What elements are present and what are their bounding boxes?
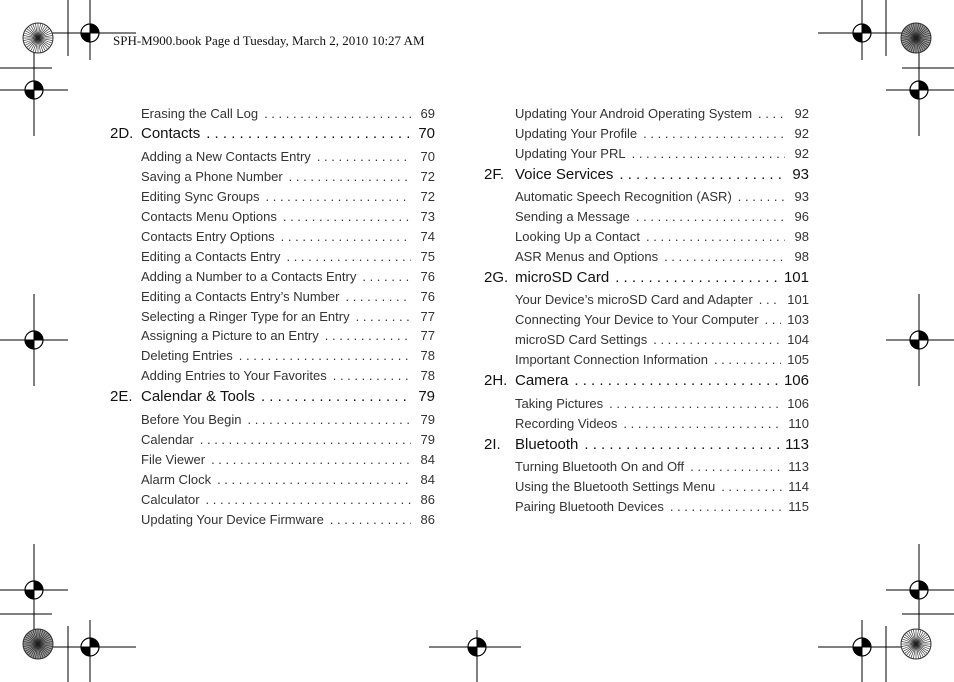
page-number: 103 <box>787 312 809 327</box>
section-number: 2I. <box>484 436 501 453</box>
dot-leader <box>283 209 411 224</box>
dot-leader <box>261 388 411 405</box>
page-number: 77 <box>420 309 435 324</box>
page-number: 77 <box>420 328 435 343</box>
starburst-mark <box>23 23 53 53</box>
starburst-mark <box>23 629 53 659</box>
toc-entry <box>110 189 435 204</box>
dot-leader <box>623 416 782 431</box>
page-number: 69 <box>420 106 435 121</box>
entry-title: Contacts Menu Options <box>141 209 277 224</box>
entry-title: Assigning a Picture to an Entry <box>141 328 319 343</box>
page-number: 84 <box>420 472 435 487</box>
dot-leader <box>721 479 782 494</box>
toc-entry <box>484 292 809 307</box>
toc-entry <box>484 189 809 204</box>
dot-leader <box>632 146 785 161</box>
print-header: SPH-M900.book Page d Tuesday, March 2, 2010 10:27 AM <box>113 33 425 48</box>
toc-entry <box>110 309 435 324</box>
entry-title: microSD Card <box>515 269 610 286</box>
entry-title: Updating Your Profile <box>515 126 638 141</box>
entry-title: Contacts Entry Options <box>141 229 275 244</box>
page-number: 98 <box>794 229 809 244</box>
page-number: 106 <box>783 372 809 389</box>
entry-title: Taking Pictures <box>515 396 604 411</box>
page-number: 72 <box>420 169 435 184</box>
dot-leader <box>325 328 411 343</box>
page-number: 101 <box>783 269 809 286</box>
entry-title: Recording Videos <box>515 416 618 431</box>
toc-entry <box>484 396 809 411</box>
section-number: 2G. <box>484 269 509 286</box>
toc-entry <box>110 269 435 284</box>
entry-title: Camera <box>515 372 569 389</box>
dot-leader <box>206 125 411 142</box>
entry-title: Automatic Speech Recognition (ASR) <box>515 189 732 204</box>
toc-entry <box>110 368 435 383</box>
entry-title: Deleting Entries <box>141 348 233 363</box>
page-number: 92 <box>794 126 809 141</box>
toc-entry <box>484 126 809 141</box>
dot-leader <box>317 149 411 164</box>
toc-entry <box>484 249 809 264</box>
toc-entry <box>110 348 435 363</box>
toc-entry <box>110 472 435 487</box>
dot-leader <box>333 368 411 383</box>
page-number: 105 <box>787 352 809 367</box>
dot-leader <box>574 372 778 389</box>
entry-title: Editing a Contacts Entry’s Number <box>141 289 340 304</box>
toc-section-heading <box>484 166 809 183</box>
dot-leader <box>619 166 785 183</box>
dot-leader <box>330 512 411 527</box>
page-number: 113 <box>785 436 809 453</box>
dot-leader <box>765 312 782 327</box>
page-number: 92 <box>794 106 809 121</box>
entry-title: Saving a Phone Number <box>141 169 283 184</box>
toc-entry <box>484 499 809 514</box>
entry-title: Contacts <box>141 125 201 142</box>
page-number: 79 <box>420 412 435 427</box>
dot-leader <box>266 189 411 204</box>
entry-title: Calculator <box>141 492 200 507</box>
dot-leader <box>200 432 411 447</box>
toc-entry <box>110 328 435 343</box>
dot-leader <box>264 106 411 121</box>
dot-leader <box>247 412 411 427</box>
dot-leader <box>239 348 411 363</box>
starburst-mark <box>901 629 931 659</box>
dot-leader <box>758 106 785 121</box>
toc-entry <box>484 479 809 494</box>
dot-leader <box>653 332 781 347</box>
dot-leader <box>281 229 411 244</box>
page-number: 79 <box>420 432 435 447</box>
entry-title: Calendar <box>141 432 194 447</box>
entry-title: File Viewer <box>141 452 206 467</box>
entry-title: Your Device’s microSD Card and Adapter <box>515 292 753 307</box>
entry-title: Alarm Clock <box>141 472 212 487</box>
entry-title: Erasing the Call Log <box>141 106 259 121</box>
page-number: 70 <box>420 149 435 164</box>
toc-entry <box>484 312 809 327</box>
section-number: 2E. <box>110 388 133 405</box>
toc-entry <box>110 249 435 264</box>
page-number: 96 <box>794 209 809 224</box>
toc-entry <box>110 169 435 184</box>
page-number: 70 <box>418 125 435 142</box>
dot-leader <box>345 289 411 304</box>
toc-entry <box>484 229 809 244</box>
page-number: 79 <box>418 388 435 405</box>
entry-title: Using the Bluetooth Settings Menu <box>515 479 716 494</box>
page-number: 115 <box>788 499 809 514</box>
dot-leader <box>584 436 779 453</box>
dot-leader <box>615 269 778 286</box>
dot-leader <box>759 292 782 307</box>
entry-title: Updating Your Android Operating System <box>515 106 753 121</box>
entry-title: Editing Sync Groups <box>141 189 260 204</box>
section-number: 2D. <box>110 125 134 142</box>
entry-title: Voice Services <box>515 166 614 183</box>
dot-leader <box>211 452 411 467</box>
page-number: 76 <box>420 289 435 304</box>
toc-section-heading <box>110 125 435 142</box>
page-number: 86 <box>420 512 435 527</box>
entry-title: ASR Menus and Options <box>515 249 659 264</box>
entry-title: Selecting a Ringer Type for an Entry <box>141 309 350 324</box>
dot-leader <box>664 249 785 264</box>
dot-leader <box>643 126 785 141</box>
toc-entry <box>110 229 435 244</box>
entry-title: Adding Entries to Your Favorites <box>141 368 327 383</box>
toc-entry <box>484 416 809 431</box>
entry-title: Pairing Bluetooth Devices <box>515 499 664 514</box>
entry-title: Turning Bluetooth On and Off <box>515 459 685 474</box>
toc-entry <box>110 512 435 527</box>
toc-section-heading <box>484 372 809 389</box>
page-number: 78 <box>420 368 435 383</box>
dot-leader <box>636 209 785 224</box>
toc-entry <box>484 106 809 121</box>
dot-leader <box>714 352 781 367</box>
page-number: 113 <box>788 459 809 474</box>
entry-title: Adding a New Contacts Entry <box>141 149 311 164</box>
entry-title: Connecting Your Device to Your Computer <box>515 312 759 327</box>
entry-title: Updating Your Device Firmware <box>141 512 324 527</box>
dot-leader <box>690 459 782 474</box>
entry-title: Looking Up a Contact <box>515 229 641 244</box>
page-number: 76 <box>420 269 435 284</box>
toc-entry <box>484 146 809 161</box>
entry-title: Before You Begin <box>141 412 242 427</box>
dot-leader <box>206 492 411 507</box>
toc-entry <box>110 106 435 121</box>
dot-leader <box>356 309 411 324</box>
page-number: 101 <box>787 292 809 307</box>
toc-entry <box>484 332 809 347</box>
page-number: 72 <box>420 189 435 204</box>
section-number: 2F. <box>484 166 505 183</box>
entry-title: Editing a Contacts Entry <box>141 249 281 264</box>
page-number: 114 <box>788 479 809 494</box>
toc-entry <box>110 452 435 467</box>
entry-title: Calendar & Tools <box>141 388 255 405</box>
page-number: 75 <box>420 249 435 264</box>
toc-entry <box>110 289 435 304</box>
page-number: 78 <box>420 348 435 363</box>
entry-title: microSD Card Settings <box>515 332 648 347</box>
toc-entry <box>110 412 435 427</box>
entry-title: Updating Your PRL <box>515 146 626 161</box>
starburst-mark <box>901 23 931 53</box>
dot-leader <box>362 269 411 284</box>
toc-entry <box>484 459 809 474</box>
dot-leader <box>646 229 785 244</box>
page-number: 84 <box>420 452 435 467</box>
entry-title: Bluetooth <box>515 436 579 453</box>
page-number: 73 <box>420 209 435 224</box>
dot-leader <box>738 189 785 204</box>
page-number: 104 <box>787 332 809 347</box>
toc-section-heading <box>110 388 435 405</box>
page-number: 110 <box>788 416 809 431</box>
section-number: 2H. <box>484 372 508 389</box>
toc-section-heading <box>484 436 809 453</box>
toc-entry <box>484 209 809 224</box>
page-number: 93 <box>792 166 809 183</box>
page-number: 74 <box>420 229 435 244</box>
toc-entry <box>110 432 435 447</box>
toc-entry <box>110 209 435 224</box>
dot-leader <box>609 396 781 411</box>
toc-entry <box>110 492 435 507</box>
entry-title: Adding a Number to a Contacts Entry <box>141 269 357 284</box>
toc-entry <box>484 352 809 367</box>
entry-title: Sending a Message <box>515 209 630 224</box>
toc-section-heading <box>484 269 809 286</box>
dot-leader <box>217 472 411 487</box>
dot-leader <box>286 249 411 264</box>
page-number: 92 <box>794 146 809 161</box>
dot-leader <box>670 499 782 514</box>
page-number: 98 <box>794 249 809 264</box>
page-number: 106 <box>787 396 809 411</box>
page-number: 86 <box>420 492 435 507</box>
toc-entry <box>110 149 435 164</box>
dot-leader <box>289 169 411 184</box>
page-number: 93 <box>794 189 809 204</box>
entry-title: Important Connection Information <box>515 352 708 367</box>
